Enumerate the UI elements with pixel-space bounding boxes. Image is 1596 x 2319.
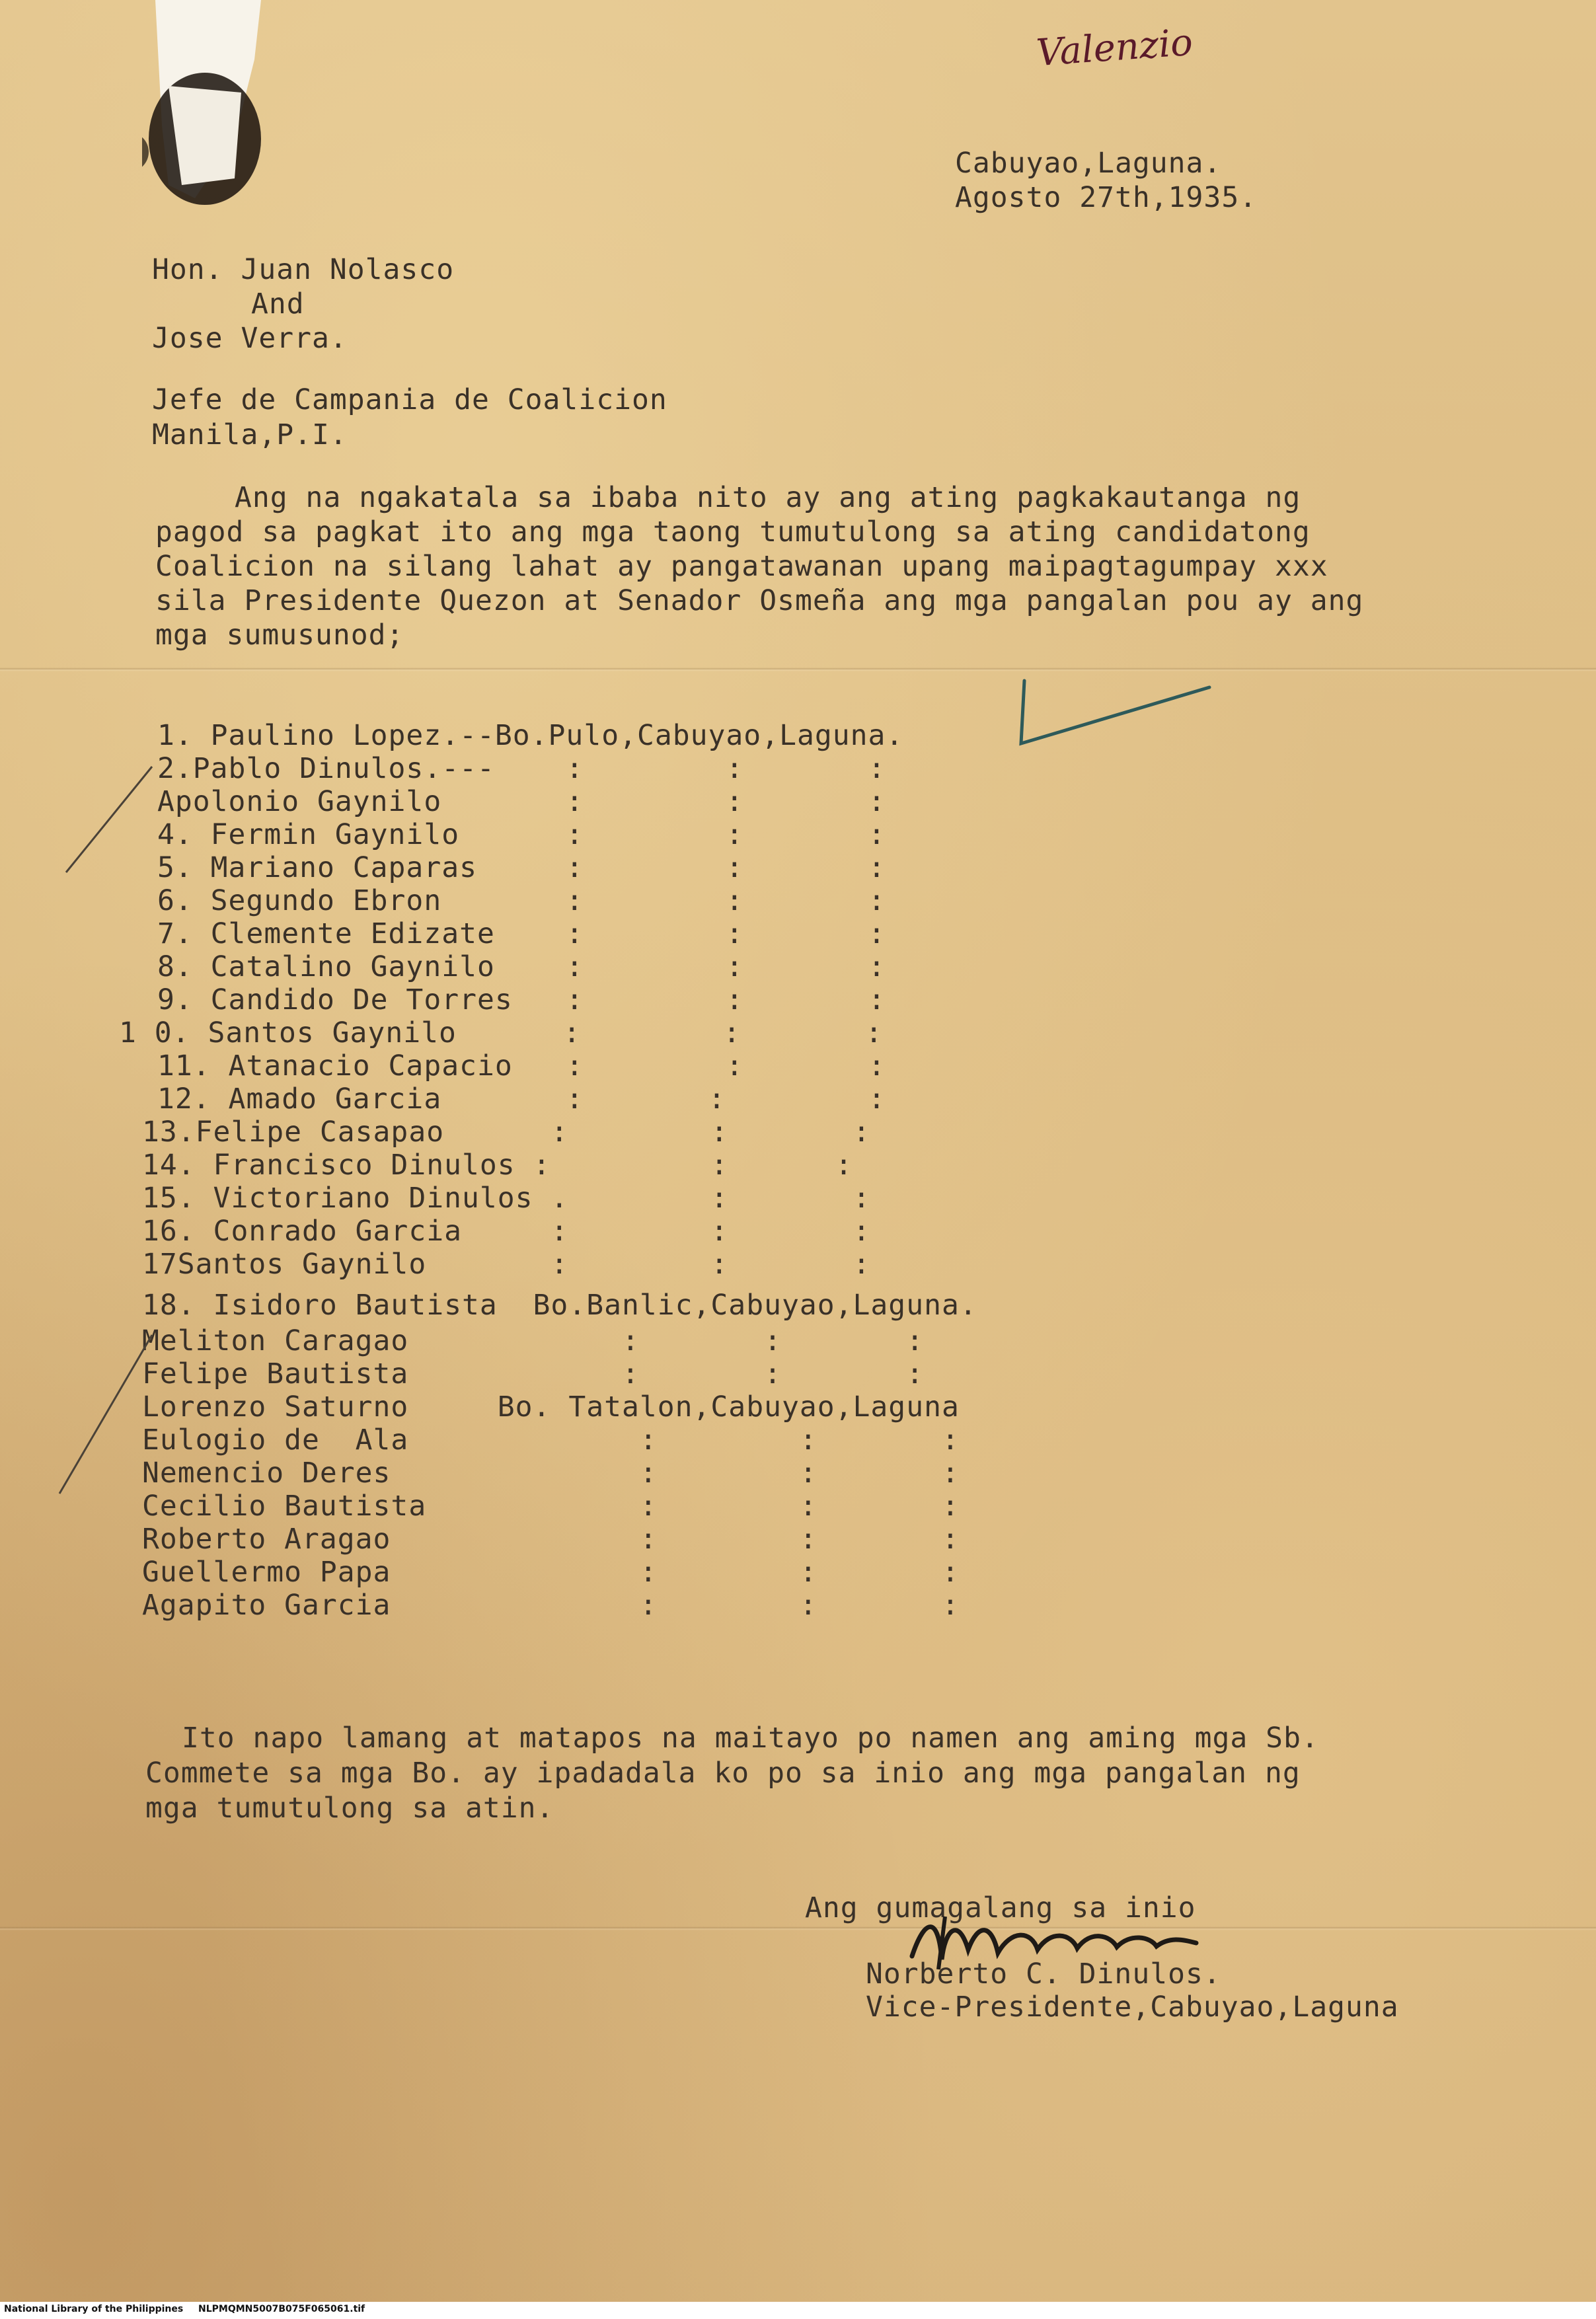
torn-corner-stain — [142, 0, 274, 211]
letter-date: Agosto 27th,1935. — [955, 181, 1258, 214]
list-item: 18. Isidoro Bautista Bo.Banlic,Cabuyao,Laguna. — [142, 1289, 977, 1322]
list-item: 2.Pablo Dinulos.--- : : : — [157, 752, 886, 785]
footer-library: National Library of the Philippines — [4, 2304, 184, 2314]
list-item: 14. Francisco Dinulos : : : — [142, 1149, 853, 1182]
list-item: 9. Candido De Torres : : : — [157, 983, 886, 1016]
paper-fold-line — [0, 667, 1596, 671]
list-item: 15. Victoriano Dinulos . : : — [142, 1182, 871, 1215]
list-item: 12. Amado Garcia : : : — [157, 1083, 886, 1116]
paragraph-line: mga tumutulong sa atin. — [145, 1792, 554, 1825]
list-item: 17Santos Gaynilo : : : — [142, 1248, 871, 1281]
list-item: 16. Conrado Garcia : : : — [142, 1215, 871, 1248]
list-item: 7. Clemente Edizate : : : — [157, 917, 886, 950]
list-item: 6. Segundo Ebron : : : — [157, 884, 886, 917]
list-item: 1 0. Santos Gaynilo : : : — [119, 1016, 884, 1049]
list-item: 5. Mariano Caparas : : : — [157, 851, 886, 884]
list-item: 13.Felipe Casapao : : : — [142, 1116, 871, 1149]
list-item: Agapito Garcia : : : — [142, 1589, 960, 1622]
list-item: Apolonio Gaynilo : : : — [157, 785, 886, 818]
paragraph-line: sila Presidente Quezon at Senador Osmeña ang mga pangalan pou ay ang — [155, 584, 1364, 617]
paragraph-line: Commete sa mga Bo. ay ipadadala ko po sa inio ang mga pangalan ng — [145, 1757, 1301, 1790]
paragraph-line: Ito napo lamang at matapos na maitayo po namen ang aming mga Sb. — [182, 1722, 1319, 1755]
list-item: 1. Paulino Lopez.--Bo.Pulo,Cabuyao,Laguna. — [157, 719, 904, 752]
addressee-line: Hon. Juan Nolasco — [152, 253, 455, 286]
footer-filename: NLPMQMN5007B075F065061.tif — [198, 2304, 365, 2314]
addressee-line: Jose Verra. — [152, 322, 348, 355]
paragraph-line: Ang na ngakatala sa ibaba nito ay ang ating pagkakautanga ng — [235, 481, 1301, 514]
list-item: Lorenzo Saturno Bo. Tatalon,Cabuyao,Laguna — [142, 1390, 960, 1424]
handwritten-note: Valenzio — [1035, 20, 1194, 75]
paragraph-line: pagod sa pagkat ito ang mga taong tumutulong sa ating candidatong — [155, 515, 1311, 549]
list-item: Roberto Aragao : : : — [142, 1523, 960, 1556]
paragraph-line: mga sumusunod; — [155, 619, 404, 652]
list-item: Felipe Bautista : : : — [142, 1357, 925, 1390]
letter-place: Cabuyao,Laguna. — [955, 147, 1222, 180]
list-item: Meliton Caragao : : : — [142, 1324, 925, 1357]
list-item: Guellermo Papa : : : — [142, 1556, 960, 1589]
addressee-line: And — [251, 287, 305, 321]
list-item: Cecilio Bautista : : : — [142, 1490, 960, 1523]
check-mark — [1011, 674, 1223, 760]
paper-fold-line — [0, 1926, 1596, 1930]
list-item: 11. Atanacio Capacio : : : — [157, 1049, 886, 1083]
paragraph-line: Coalicion na silang lahat ay pangatawanan upang maipagtagumpay xxx — [155, 550, 1328, 583]
pencil-margin-marks — [46, 740, 178, 1507]
list-item: 4. Fermin Gaynilo : : : — [157, 818, 886, 851]
closing-salutation: Ang gumagalang sa inio — [805, 1891, 1196, 1924]
addressee-city: Manila,P.I. — [152, 418, 348, 451]
signatory-title: Vice-Presidente,Cabuyao,Laguna — [866, 1991, 1399, 2024]
signatory-name: Norberto C. Dinulos. — [866, 1958, 1221, 1991]
list-item: 8. Catalino Gaynilo : : : — [157, 950, 886, 983]
addressee-office: Jefe de Campania de Coalicion — [152, 383, 667, 416]
list-item: Eulogio de Ala : : : — [142, 1424, 960, 1457]
list-item: Nemencio Deres : : : — [142, 1457, 960, 1490]
